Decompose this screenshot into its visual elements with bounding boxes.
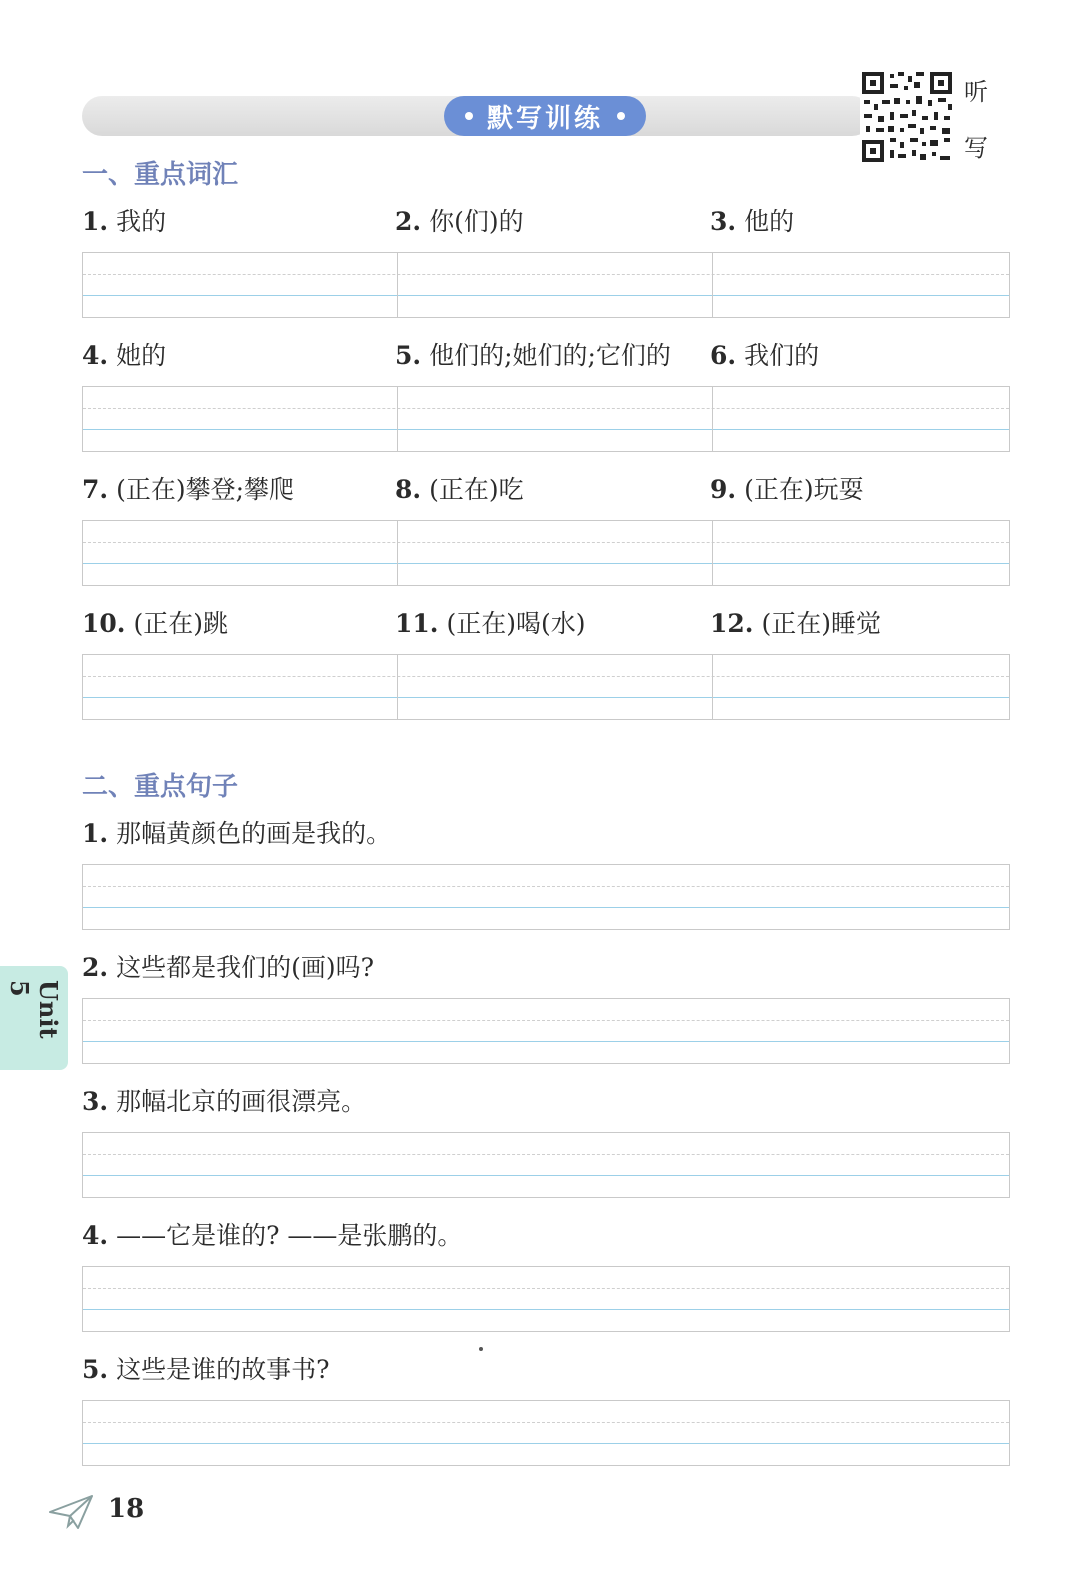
- writing-lines[interactable]: [82, 1132, 1010, 1198]
- word-item: 10. (正在)跳: [82, 609, 228, 638]
- write-label: 写: [964, 134, 988, 162]
- section-title-vocabulary: 一、重点词汇: [82, 160, 239, 190]
- page-number: 18: [108, 1494, 145, 1524]
- writing-lines[interactable]: [82, 864, 1010, 930]
- banner-title: 默写训练: [486, 103, 603, 134]
- word-item: 9. (正在)玩耍: [710, 475, 864, 504]
- writing-lines[interactable]: [82, 520, 1010, 586]
- word-item: 3. 他的: [710, 207, 795, 236]
- qr-code-icon[interactable]: [860, 70, 954, 164]
- print-speck: [479, 1347, 483, 1351]
- sentence-item: 3. 那幅北京的画很漂亮。: [82, 1087, 367, 1116]
- sentence-item: 2. 这些都是我们的(画)吗?: [82, 953, 374, 982]
- word-item: 1. 我的: [82, 207, 167, 236]
- word-item: 7. (正在)攀登;攀爬: [82, 475, 294, 504]
- word-item: 8. (正在)吃: [395, 475, 524, 504]
- writing-lines[interactable]: [82, 1266, 1010, 1332]
- section-title-sentences: 二、重点句子: [82, 772, 239, 802]
- dot-icon: [465, 112, 473, 120]
- word-item: 12. (正在)睡觉: [710, 609, 881, 638]
- dot-icon: [617, 112, 625, 120]
- paper-plane-icon: [48, 1494, 94, 1530]
- writing-lines[interactable]: [82, 1400, 1010, 1466]
- writing-lines[interactable]: [82, 252, 1010, 318]
- writing-lines[interactable]: [82, 386, 1010, 452]
- banner-title-pill: [444, 96, 646, 136]
- sentence-item: 5. 这些是谁的故事书?: [82, 1355, 330, 1384]
- word-item: 6. 我们的: [710, 341, 820, 370]
- listen-label: 听: [964, 78, 988, 106]
- word-item: 4. 她的: [82, 341, 167, 370]
- sentence-item: 4. ——它是谁的? ——是张鹏的。: [82, 1221, 463, 1250]
- unit-label: Unit 5: [5, 980, 63, 1039]
- sentence-item: 1. 那幅黄颜色的画是我的。: [82, 819, 392, 848]
- word-item: 5. 他们的;她们的;它们的: [395, 341, 671, 370]
- writing-lines[interactable]: [82, 998, 1010, 1064]
- word-item: 2. 你(们)的: [395, 207, 524, 236]
- writing-lines[interactable]: [82, 654, 1010, 720]
- word-item: 11. (正在)喝(水): [395, 609, 586, 638]
